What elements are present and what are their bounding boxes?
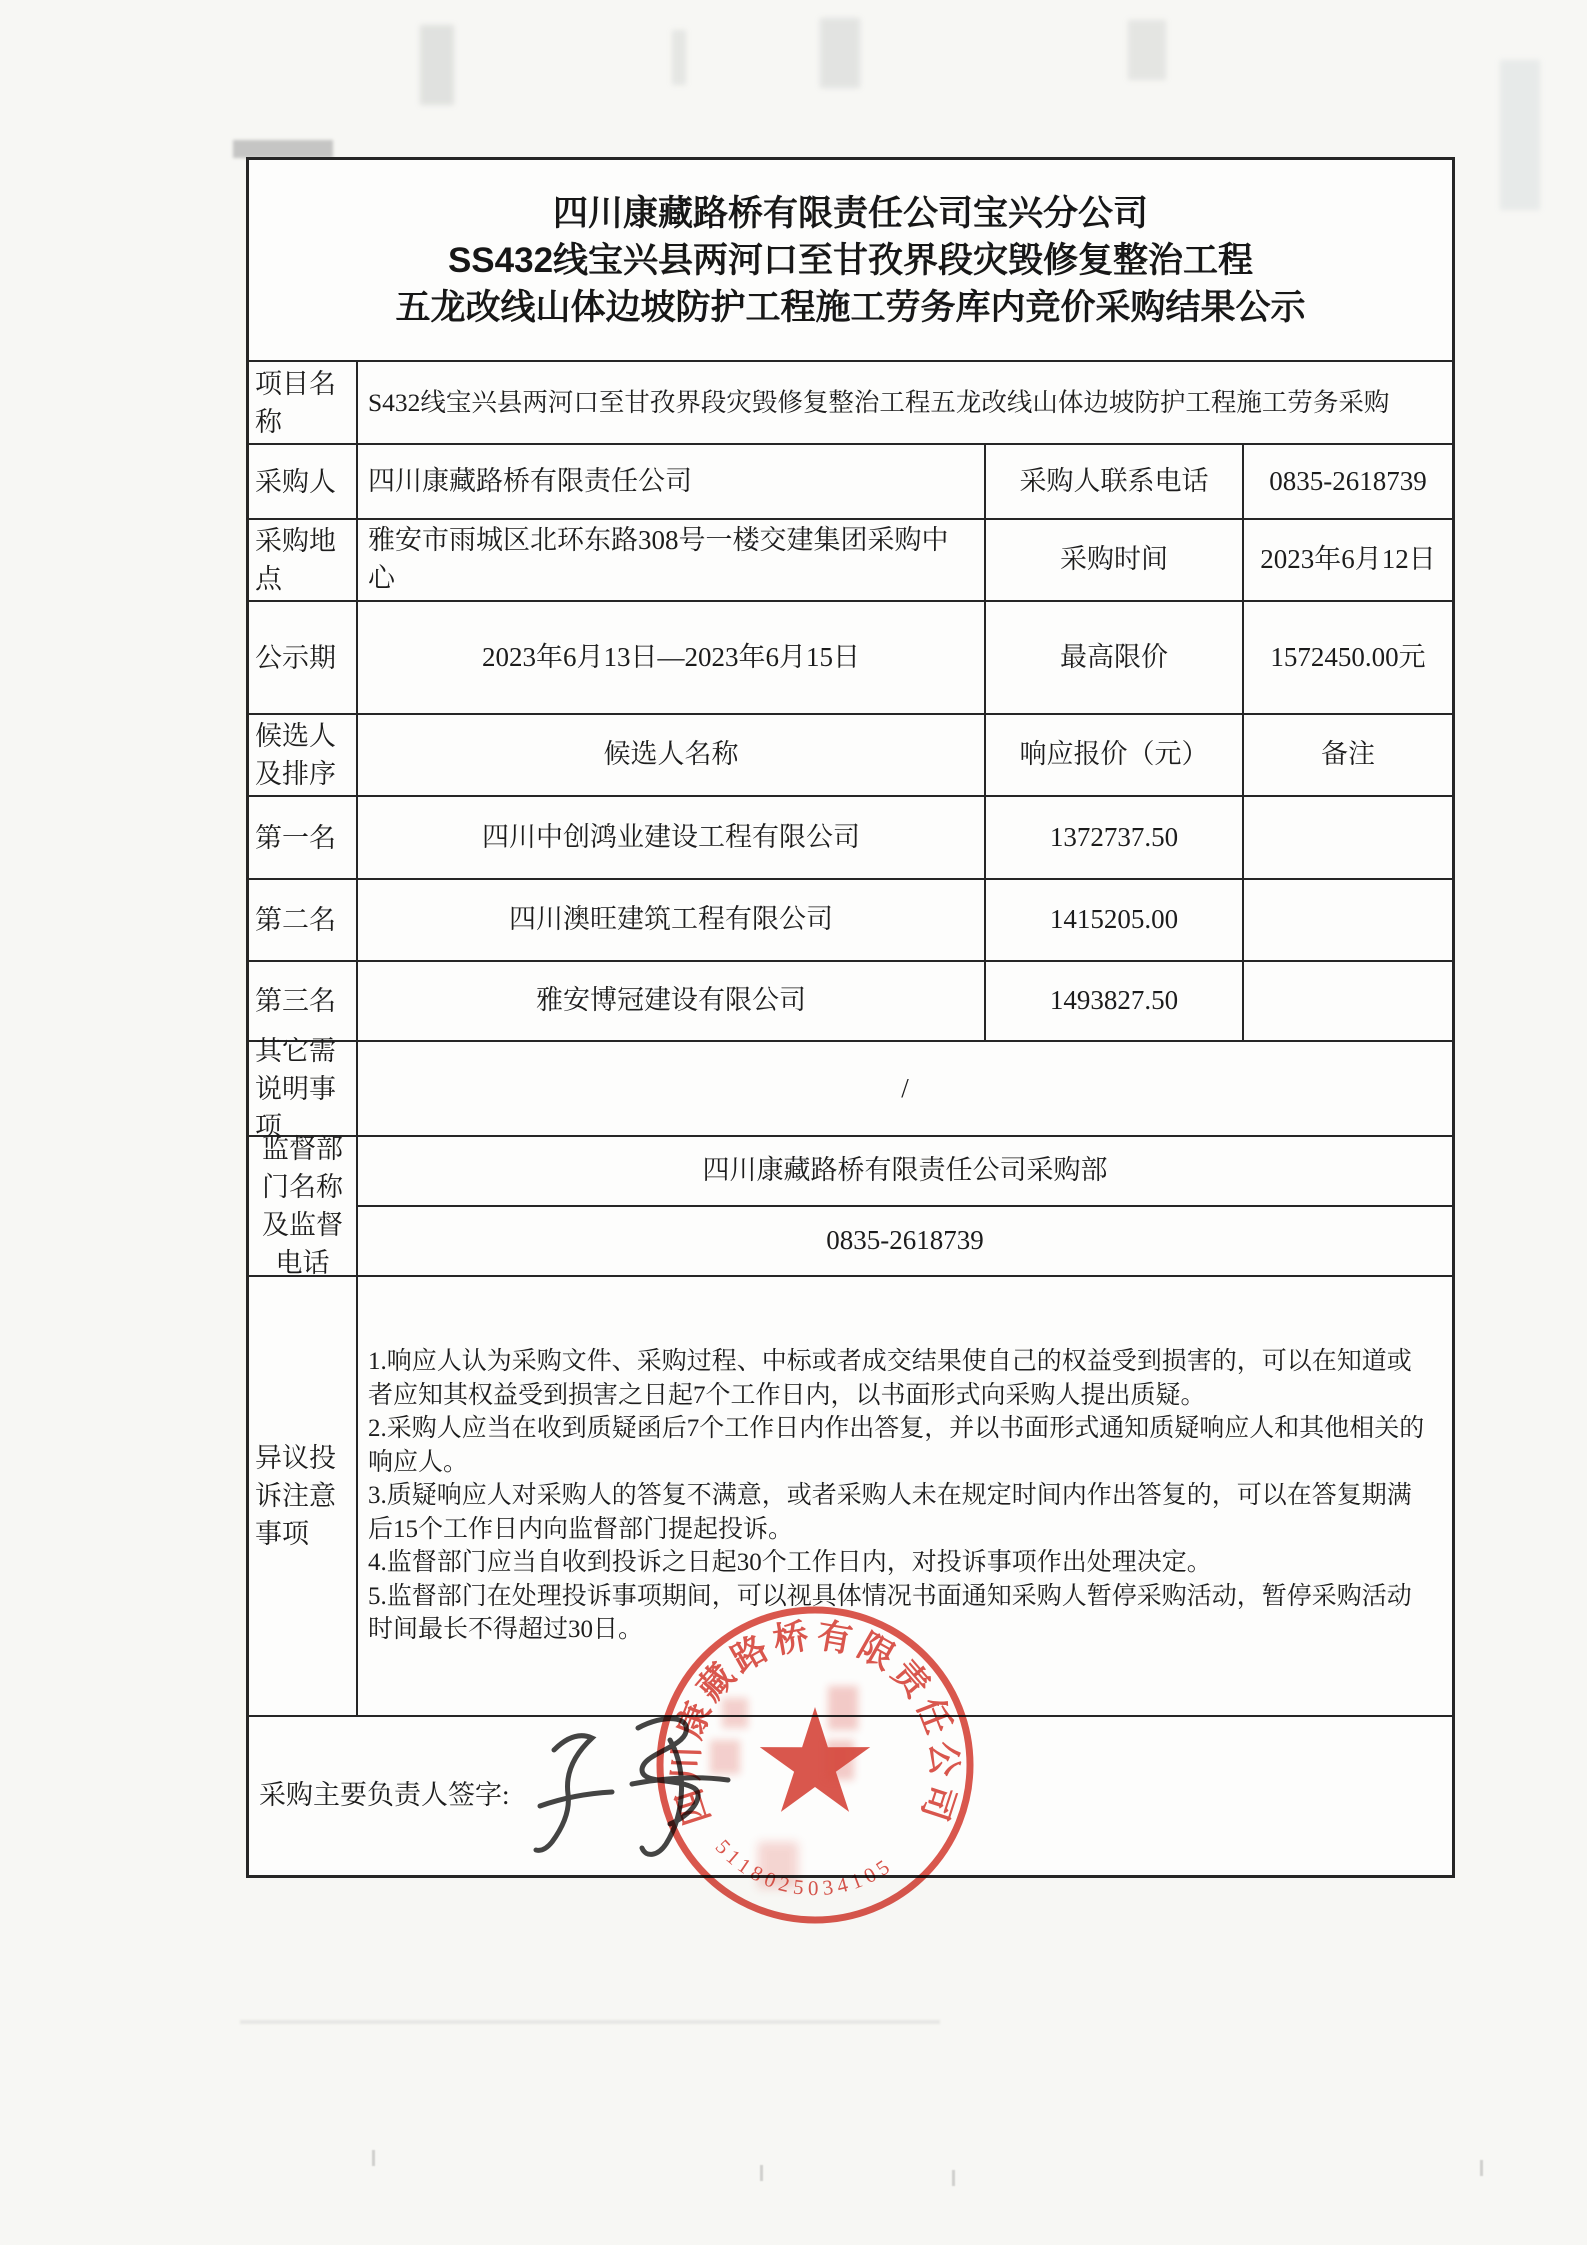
purchaser-phone-value: 0835-2618739 <box>1242 445 1452 518</box>
scan-speck <box>952 2170 955 2186</box>
pencil-mark <box>233 140 333 158</box>
supervision-phone: 0835-2618739 <box>358 1205 1452 1275</box>
complaint-item: 3.质疑响应人对采购人的答复不满意，或者采购人未在规定时间内作出答复的，可以在答复期满后15个工作日内向监督部门提起投诉。 <box>368 1482 1412 1543</box>
row-location <box>249 518 1452 600</box>
scan-smudge <box>1128 20 1166 80</box>
purchaser-label: 采购人 <box>255 466 336 497</box>
complaint-item: 5.监督部门在处理投诉事项期间，可以视具体情况书面通知采购人暂停采购活动，暂停采购活动时间最长不得超过30日。 <box>368 1582 1412 1644</box>
scan-smudge <box>672 30 686 85</box>
scan-speck <box>1480 2160 1483 2176</box>
complaint-label: 异议投诉注意事项 <box>255 1443 336 1549</box>
scan-streak <box>240 2020 940 2024</box>
other-notes-label: 其它需说明事项 <box>255 1035 336 1142</box>
candidates-rank-header: 候选人及排序 <box>255 721 336 789</box>
candidate-price: 1493827.50 <box>984 962 1242 1040</box>
candidate-rank: 第二名 <box>255 905 336 935</box>
title-line-3: 五龙改线山体边坡防护工程施工劳务库内竞价采购结果公示 <box>395 287 1306 327</box>
supervision-label: 监督部门名称及监督电话 <box>262 1134 343 1278</box>
row-supervision <box>249 1134 1452 1278</box>
row-project-name <box>249 360 1452 443</box>
project-name-value: S432线宝兴县两河口至甘孜界段灾毁修复整治工程五龙改线山体边坡防护工程施工劳务采购 <box>356 362 1452 443</box>
seal-company-text: 四川康藏路桥有限责任公司 <box>666 1615 964 1830</box>
candidate-price: 1415205.00 <box>984 880 1242 960</box>
project-name-label: 项目名称 <box>255 368 336 437</box>
candidate-row-1 <box>249 795 1452 878</box>
location-label: 采购地点 <box>255 526 336 594</box>
title-line-1: 四川康藏路桥有限责任公司宝兴分公司 <box>552 193 1148 233</box>
complaint-item: 2.采购人应当在收到质疑函后7个工作日内作出答复，并以书面形式通知质疑响应人和其他相关的响应人。 <box>368 1415 1425 1476</box>
scan-speck <box>760 2165 763 2181</box>
document-title <box>249 160 1452 360</box>
candidate-remark <box>1242 797 1452 878</box>
candidate-row-2 <box>249 878 1452 960</box>
purchase-time-label: 采购时间 <box>984 520 1242 600</box>
candidates-header-row <box>249 713 1452 795</box>
scan-speck <box>372 2150 375 2166</box>
candidates-remark-header: 备注 <box>1242 715 1452 795</box>
publicity-period-label: 公示期 <box>255 642 336 673</box>
complaint-item: 4.监督部门应当自收到投诉之日起30个工作日内，对投诉事项作出处理决定。 <box>368 1549 1212 1577</box>
candidate-rank: 第一名 <box>255 822 336 853</box>
candidate-row-3 <box>249 960 1452 1040</box>
candidate-price: 1372737.50 <box>984 797 1242 878</box>
other-notes-value: / <box>356 1042 1452 1135</box>
scan-smudge <box>820 18 860 88</box>
location-value: 雅安市雨城区北环东路308号一楼交建集团采购中心 <box>356 520 984 600</box>
candidate-name: 四川澳旺建筑工程有限公司 <box>356 880 984 960</box>
publicity-period-value: 2023年6月13日—2023年6月15日 <box>356 602 984 713</box>
seal-serial-text: 5118025034105 <box>710 1834 898 1901</box>
supervision-department: 四川康藏路桥有限责任公司采购部 <box>702 1155 1108 1186</box>
purchaser-phone-label: 采购人联系电话 <box>984 445 1242 518</box>
scan-smudge <box>1500 60 1540 210</box>
complaint-item: 1.响应人认为采购文件、采购过程、中标或者成交结果使自己的权益受到损害的，可以在知道或者应知其权益受到损害之日起7个工作日内，以书面形式向采购人提出质疑。 <box>368 1348 1412 1409</box>
candidate-name: 雅安博冠建设有限公司 <box>356 962 984 1040</box>
purchase-time-value: 2023年6月12日 <box>1242 520 1452 600</box>
candidate-name: 四川中创鸿业建设工程有限公司 <box>356 797 984 878</box>
signature-label: 采购主要负责人签字: <box>259 1780 510 1811</box>
company-seal-stamp <box>640 1590 990 1940</box>
row-other-notes <box>249 1035 1452 1142</box>
candidate-remark <box>1242 962 1452 1040</box>
scan-smudge <box>420 25 454 105</box>
candidates-name-header: 候选人名称 <box>356 715 984 795</box>
candidate-remark <box>1242 880 1452 960</box>
candidates-price-header: 响应报价（元） <box>984 715 1242 795</box>
max-price-value: 1572450.00元 <box>1242 602 1452 713</box>
row-publicity-period <box>249 600 1452 713</box>
purchaser-value: 四川康藏路桥有限责任公司 <box>356 445 984 518</box>
title-line-2: SS432线宝兴县两河口至甘孜界段灾毁修复整治工程 <box>447 240 1254 280</box>
supervision-values <box>356 1137 1452 1275</box>
row-purchaser <box>249 443 1452 518</box>
candidate-rank: 第三名 <box>255 986 336 1016</box>
max-price-label: 最高限价 <box>984 602 1242 713</box>
